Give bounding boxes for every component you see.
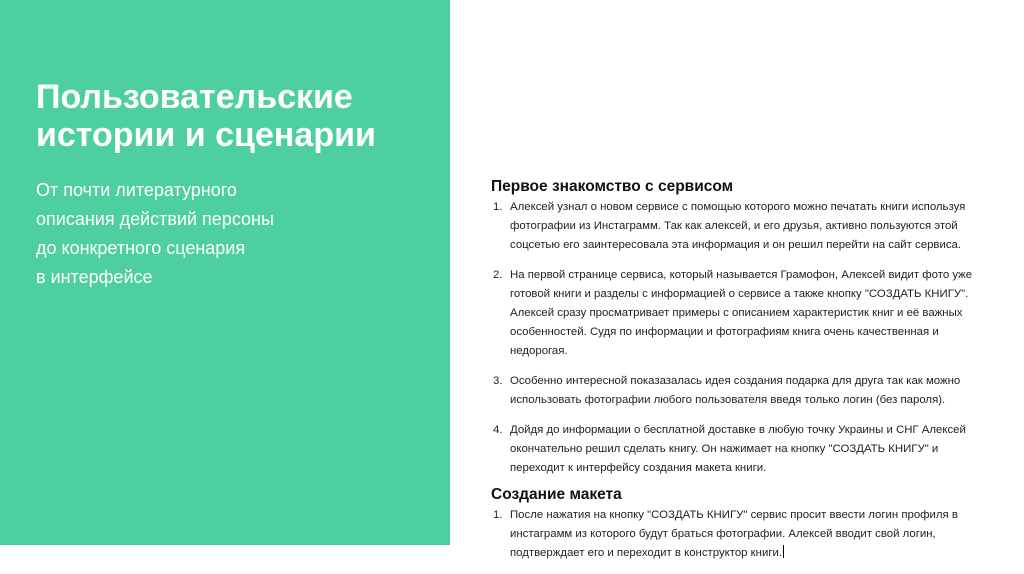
list-item bbox=[474, 421, 1014, 478]
list-item-line: На первой странице сервиса, который называется Грамофон, Алексей видит фото уже bbox=[510, 269, 973, 281]
slide-subtitle-line: От почти литературного bbox=[36, 180, 237, 200]
slide-title bbox=[36, 78, 436, 154]
list-item-number: 1. bbox=[493, 509, 503, 521]
slide-subtitle-line: в интерфейсе bbox=[36, 267, 153, 287]
list-item-number: 3. bbox=[493, 375, 503, 387]
list-item-line: готовой книги и разделы с информацией о сервисе а также кнопку "СОЗДАТЬ КНИГУ". bbox=[510, 288, 969, 300]
list-item-line: инстаграмм из которого будут браться фотографии. Алексей вводит свой логин, bbox=[510, 528, 936, 540]
list-item bbox=[474, 372, 1014, 410]
section-heading: Создание макета bbox=[491, 486, 622, 503]
left-panel bbox=[0, 0, 450, 545]
document-section bbox=[474, 178, 1014, 478]
text-cursor bbox=[783, 545, 784, 558]
section-heading: Первое знакомство с сервисом bbox=[491, 178, 734, 195]
list-item bbox=[474, 266, 1014, 361]
slide-title-line: Пользовательские bbox=[36, 78, 353, 116]
list-item-line: Алексей сразу просматривает примеры с описанием характеристик книг и её важных bbox=[510, 307, 963, 319]
list-item-line: особенностей. Судя по информации и фотографиям книга очень качественная и bbox=[510, 326, 939, 338]
list-item-line: фотографии из Инстаграмм. Так как алексей, и его друзья, активно пользуются этой bbox=[510, 220, 958, 232]
list-item-number: 1. bbox=[493, 201, 503, 213]
document-excerpt bbox=[474, 178, 1014, 574]
list-item bbox=[474, 506, 1014, 563]
list-item-line: использовать фотографии любого пользователя введя только логин (без пароля). bbox=[510, 394, 946, 406]
list-item-line: Дойдя до информации о бесплатной доставке в любую точку Украины и СНГ Алексей bbox=[510, 424, 966, 436]
list-item-line: соцсетью его заинтересовала эта информация и он решил перейти на сайт сервиса. bbox=[510, 239, 962, 251]
slide-title-line: истории и сценарии bbox=[36, 116, 376, 154]
list-item-line: окончательно решил сделать книгу. Он нажимает на кнопку "СОЗДАТЬ КНИГУ" и bbox=[510, 443, 939, 455]
slide-subtitle-line: описания действий персоны bbox=[36, 209, 274, 229]
list-item-number: 4. bbox=[493, 424, 503, 436]
list-item bbox=[474, 198, 1014, 255]
list-item-line: недорогая. bbox=[510, 345, 568, 357]
slide-subtitle-line: до конкретного сценария bbox=[36, 238, 246, 258]
list-item-line-text: подтверждает его и переходит в конструктор книги. bbox=[510, 547, 783, 559]
slide-subtitle bbox=[36, 176, 436, 292]
list-item-line: переходит к интерфейсу создания макета книги. bbox=[510, 462, 767, 474]
list-item-line: Алексей узнал о новом сервисе с помощью которого можно печатать книги используя bbox=[510, 201, 966, 213]
list-item-line: Особенно интересной показазалась идея создания подарка для друга так как можно bbox=[510, 375, 961, 387]
list-item-line bbox=[510, 544, 1014, 563]
list-item-number: 2. bbox=[493, 269, 503, 281]
document-section bbox=[474, 486, 1014, 563]
list-item-line: После нажатия на кнопку "СОЗДАТЬ КНИГУ" сервис просит ввести логин профиля в bbox=[510, 509, 958, 521]
